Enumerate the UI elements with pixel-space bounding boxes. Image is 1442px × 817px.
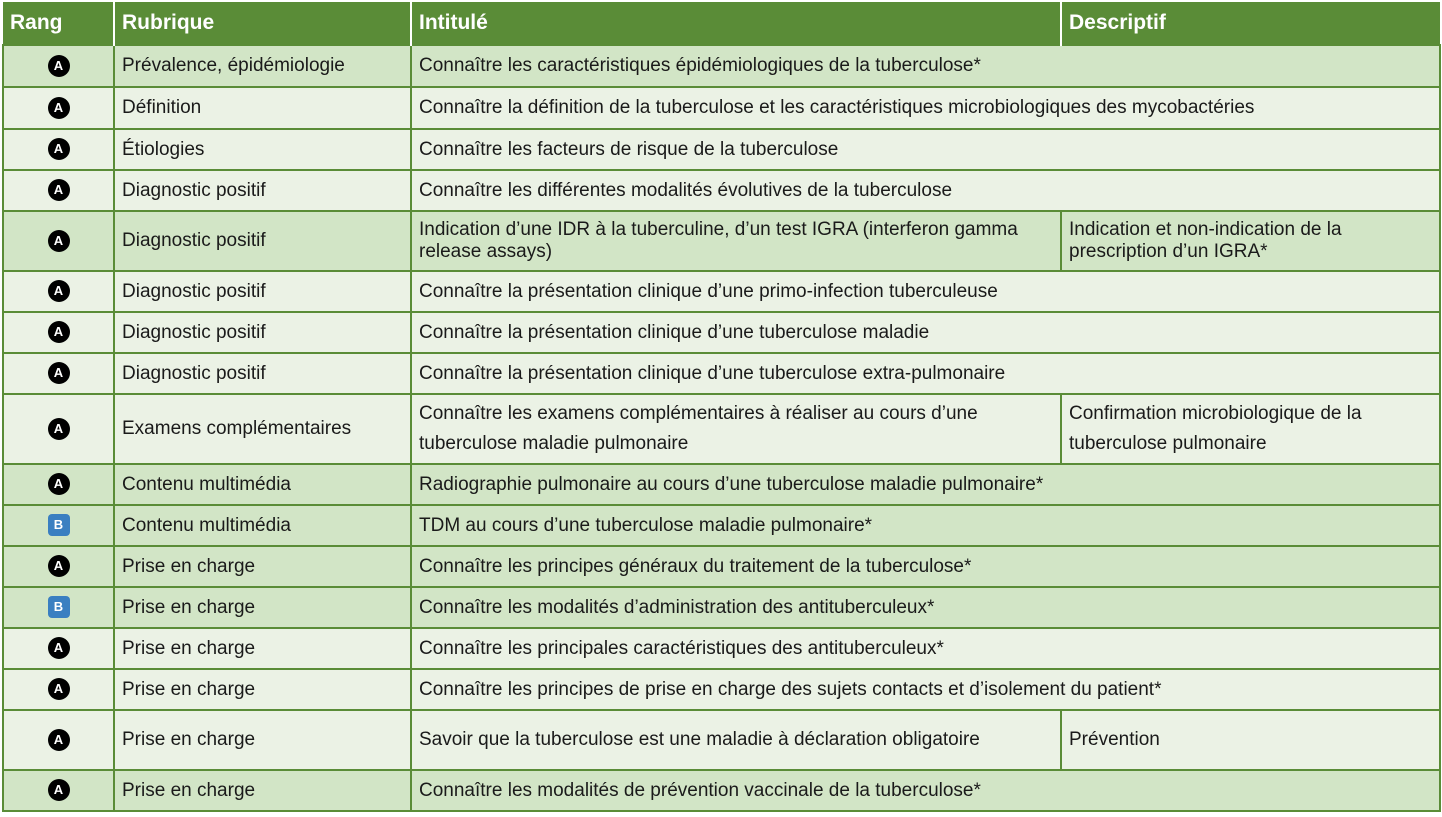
rang-cell bbox=[3, 394, 114, 464]
rubrique-cell: Diagnostic positif bbox=[114, 353, 411, 394]
intitule-cell: Indication d’une IDR à la tuberculine, d’un test IGRA (interferon gamma release assays) bbox=[411, 211, 1061, 271]
rang-cell bbox=[3, 312, 114, 353]
rang-cell bbox=[3, 669, 114, 710]
rang-a-badge-icon: A bbox=[48, 179, 70, 201]
rang-cell bbox=[3, 464, 114, 505]
table-row bbox=[3, 546, 1440, 587]
rang-cell bbox=[3, 129, 114, 170]
intitule-cell: Connaître les principales caractéristiques des antituberculeux* bbox=[411, 628, 1440, 669]
rubrique-cell: Diagnostic positif bbox=[114, 312, 411, 353]
intitule-cell: TDM au cours d’une tuberculose maladie pulmonaire* bbox=[411, 505, 1440, 546]
intitule-cell: Connaître les principes généraux du traitement de la tuberculose* bbox=[411, 546, 1440, 587]
intitule-cell: Connaître les examens complémentaires à réaliser au cours d’une tuberculose maladie pulmonaire bbox=[411, 394, 1061, 464]
rang-b-badge-icon: B bbox=[48, 596, 70, 618]
table-row bbox=[3, 710, 1440, 770]
rang-a-badge-icon: A bbox=[48, 230, 70, 252]
rubrique-cell: Contenu multimédia bbox=[114, 505, 411, 546]
rang-cell bbox=[3, 628, 114, 669]
intitule-cell: Connaître les caractéristiques épidémiologiques de la tuberculose* bbox=[411, 45, 1440, 87]
rubrique-cell: Définition bbox=[114, 87, 411, 129]
rang-cell bbox=[3, 170, 114, 211]
rang-a-badge-icon: A bbox=[48, 473, 70, 495]
rubrique-cell: Contenu multimédia bbox=[114, 464, 411, 505]
rang-cell bbox=[3, 211, 114, 271]
rang-a-badge-icon: A bbox=[48, 637, 70, 659]
intitule-cell: Connaître la présentation clinique d’une tuberculose extra-pulmonaire bbox=[411, 353, 1440, 394]
rang-a-badge-icon: A bbox=[48, 555, 70, 577]
rubrique-cell: Prise en charge bbox=[114, 710, 411, 770]
table-row bbox=[3, 129, 1440, 170]
rang-a-badge-icon: A bbox=[48, 55, 70, 77]
intitule-cell: Savoir que la tuberculose est une maladie à déclaration obligatoire bbox=[411, 710, 1061, 770]
header-intitule: Intitulé bbox=[411, 2, 1061, 45]
intitule-cell: Connaître les modalités d’administration des antituberculeux* bbox=[411, 587, 1440, 628]
rang-b-badge-icon: B bbox=[48, 514, 70, 536]
intitule-cell: Connaître la présentation clinique d’une tuberculose maladie bbox=[411, 312, 1440, 353]
table-row bbox=[3, 45, 1440, 87]
header-descriptif: Descriptif bbox=[1061, 2, 1440, 45]
table-row bbox=[3, 170, 1440, 211]
rubrique-cell: Diagnostic positif bbox=[114, 211, 411, 271]
rubrique-cell: Prise en charge bbox=[114, 628, 411, 669]
table-row bbox=[3, 312, 1440, 353]
rang-a-badge-icon: A bbox=[48, 138, 70, 160]
header-rubrique: Rubrique bbox=[114, 2, 411, 45]
rang-cell bbox=[3, 45, 114, 87]
descriptif-cell: Confirmation microbiologique de la tuberculose pulmonaire bbox=[1061, 394, 1440, 464]
rang-a-badge-icon: A bbox=[48, 321, 70, 343]
descriptif-cell: Prévention bbox=[1061, 710, 1440, 770]
rang-cell bbox=[3, 353, 114, 394]
table-row bbox=[3, 587, 1440, 628]
rubrique-cell: Diagnostic positif bbox=[114, 170, 411, 211]
table-row bbox=[3, 669, 1440, 710]
rubrique-cell: Prise en charge bbox=[114, 770, 411, 811]
rang-a-badge-icon: A bbox=[48, 418, 70, 440]
rubrique-cell: Diagnostic positif bbox=[114, 271, 411, 312]
table-row bbox=[3, 394, 1440, 464]
rang-a-badge-icon: A bbox=[48, 97, 70, 119]
rang-a-badge-icon: A bbox=[48, 280, 70, 302]
table-row bbox=[3, 464, 1440, 505]
intitule-cell: Connaître les modalités de prévention vaccinale de la tuberculose* bbox=[411, 770, 1440, 811]
rubrique-cell: Prise en charge bbox=[114, 587, 411, 628]
intitule-cell: Connaître les principes de prise en charge des sujets contacts et d’isolement du patient* bbox=[411, 669, 1440, 710]
header-row bbox=[3, 2, 1440, 45]
table-row bbox=[3, 505, 1440, 546]
rubrique-cell: Prise en charge bbox=[114, 546, 411, 587]
table-row bbox=[3, 87, 1440, 129]
table-row bbox=[3, 628, 1440, 669]
table-body bbox=[3, 45, 1440, 811]
table-row bbox=[3, 211, 1440, 271]
header-rang: Rang bbox=[3, 2, 114, 45]
rubrique-cell: Prévalence, épidémiologie bbox=[114, 45, 411, 87]
intitule-cell: Connaître les facteurs de risque de la tuberculose bbox=[411, 129, 1440, 170]
intitule-cell: Connaître la présentation clinique d’une primo-infection tuberculeuse bbox=[411, 271, 1440, 312]
table-row bbox=[3, 353, 1440, 394]
rang-cell bbox=[3, 770, 114, 811]
rang-cell bbox=[3, 87, 114, 129]
intitule-cell: Connaître les différentes modalités évolutives de la tuberculose bbox=[411, 170, 1440, 211]
table-row bbox=[3, 770, 1440, 811]
rang-cell bbox=[3, 271, 114, 312]
intitule-cell: Radiographie pulmonaire au cours d’une tuberculose maladie pulmonaire* bbox=[411, 464, 1440, 505]
rang-cell bbox=[3, 710, 114, 770]
rang-a-badge-icon: A bbox=[48, 729, 70, 751]
objectives-table bbox=[2, 2, 1441, 812]
rang-cell bbox=[3, 505, 114, 546]
rang-cell bbox=[3, 587, 114, 628]
intitule-cell: Connaître la définition de la tuberculose et les caractéristiques microbiologiques des mycobactéries bbox=[411, 87, 1440, 129]
descriptif-cell: Indication et non-indication de la prescription d’un IGRA* bbox=[1061, 211, 1440, 271]
rang-cell bbox=[3, 546, 114, 587]
rang-a-badge-icon: A bbox=[48, 362, 70, 384]
rang-a-badge-icon: A bbox=[48, 678, 70, 700]
table-row bbox=[3, 271, 1440, 312]
rubrique-cell: Examens complémentaires bbox=[114, 394, 411, 464]
rang-a-badge-icon: A bbox=[48, 779, 70, 801]
rubrique-cell: Prise en charge bbox=[114, 669, 411, 710]
rubrique-cell: Étiologies bbox=[114, 129, 411, 170]
